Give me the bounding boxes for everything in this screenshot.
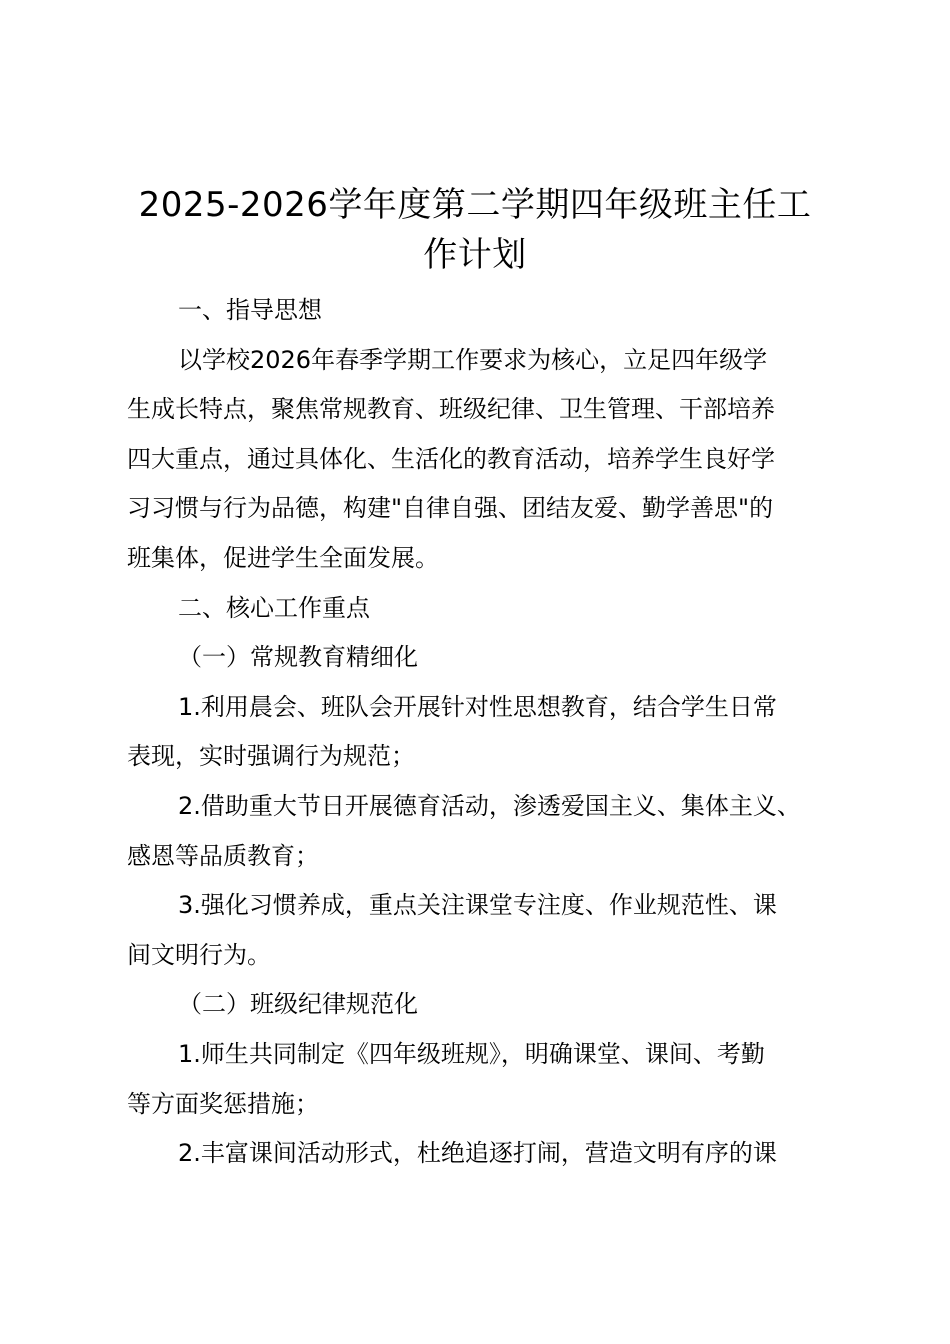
list-item-discipline-2 xyxy=(127,1129,837,1179)
list-item-routine-1 xyxy=(127,683,837,782)
text-line: 1.利用晨会、班队会开展针对性思想教育，结合学生日常 xyxy=(178,692,777,721)
text-line: 1.师生共同制定《四年级班规》，明确课堂、课间、考勤 xyxy=(178,1039,765,1068)
text-line: 班集体，促进学生全面发展。 xyxy=(127,543,439,572)
list-item-discipline-1 xyxy=(127,1030,837,1129)
text-line: 表现，实时强调行为规范； xyxy=(127,742,415,771)
title-line-2: 作计划 xyxy=(423,235,527,275)
text-line: 习习惯与行为品德，构建"自律自强、团结友爱、勤学善思"的 xyxy=(127,494,774,523)
document-title xyxy=(120,180,830,280)
text-line: 2.借助重大节日开展德育活动，渗透爱国主义、集体主义、 xyxy=(178,791,801,820)
text-line: （一）常规教育精细化 xyxy=(178,643,418,672)
subheading-class-discipline xyxy=(127,980,837,1030)
text-line: 间文明行为。 xyxy=(127,940,271,969)
section-heading-core-work xyxy=(127,584,837,634)
section-heading-guiding-thought xyxy=(127,286,837,336)
subheading-routine-education xyxy=(127,633,837,683)
text-line: 等方面奖惩措施； xyxy=(127,1089,319,1118)
paragraph-guiding-thought xyxy=(127,336,837,584)
text-line: 四大重点，通过具体化、生活化的教育活动，培养学生良好学 xyxy=(127,444,775,473)
text-line: 二、核心工作重点 xyxy=(178,593,370,622)
list-item-routine-2 xyxy=(127,782,837,881)
text-line: 感恩等品质教育； xyxy=(127,841,319,870)
text-line: 3.强化习惯养成，重点关注课堂专注度、作业规范性、课 xyxy=(178,891,777,920)
list-item-routine-3 xyxy=(127,881,837,980)
text-line: （二）班级纪律规范化 xyxy=(178,990,418,1019)
text-line: 一、指导思想 xyxy=(178,296,322,324)
document-body xyxy=(127,286,837,1179)
text-line: 2.丰富课间活动形式，杜绝追逐打闹，营造文明有序的课 xyxy=(178,1139,777,1168)
title-line-1: 2025-2026学年度第二学期四年级班主任工 xyxy=(138,185,812,225)
text-line: 以学校2026年春季学期工作要求为核心，立足四年级学 xyxy=(178,345,768,374)
text-line: 生成长特点，聚焦常规教育、班级纪律、卫生管理、干部培养 xyxy=(127,395,775,424)
